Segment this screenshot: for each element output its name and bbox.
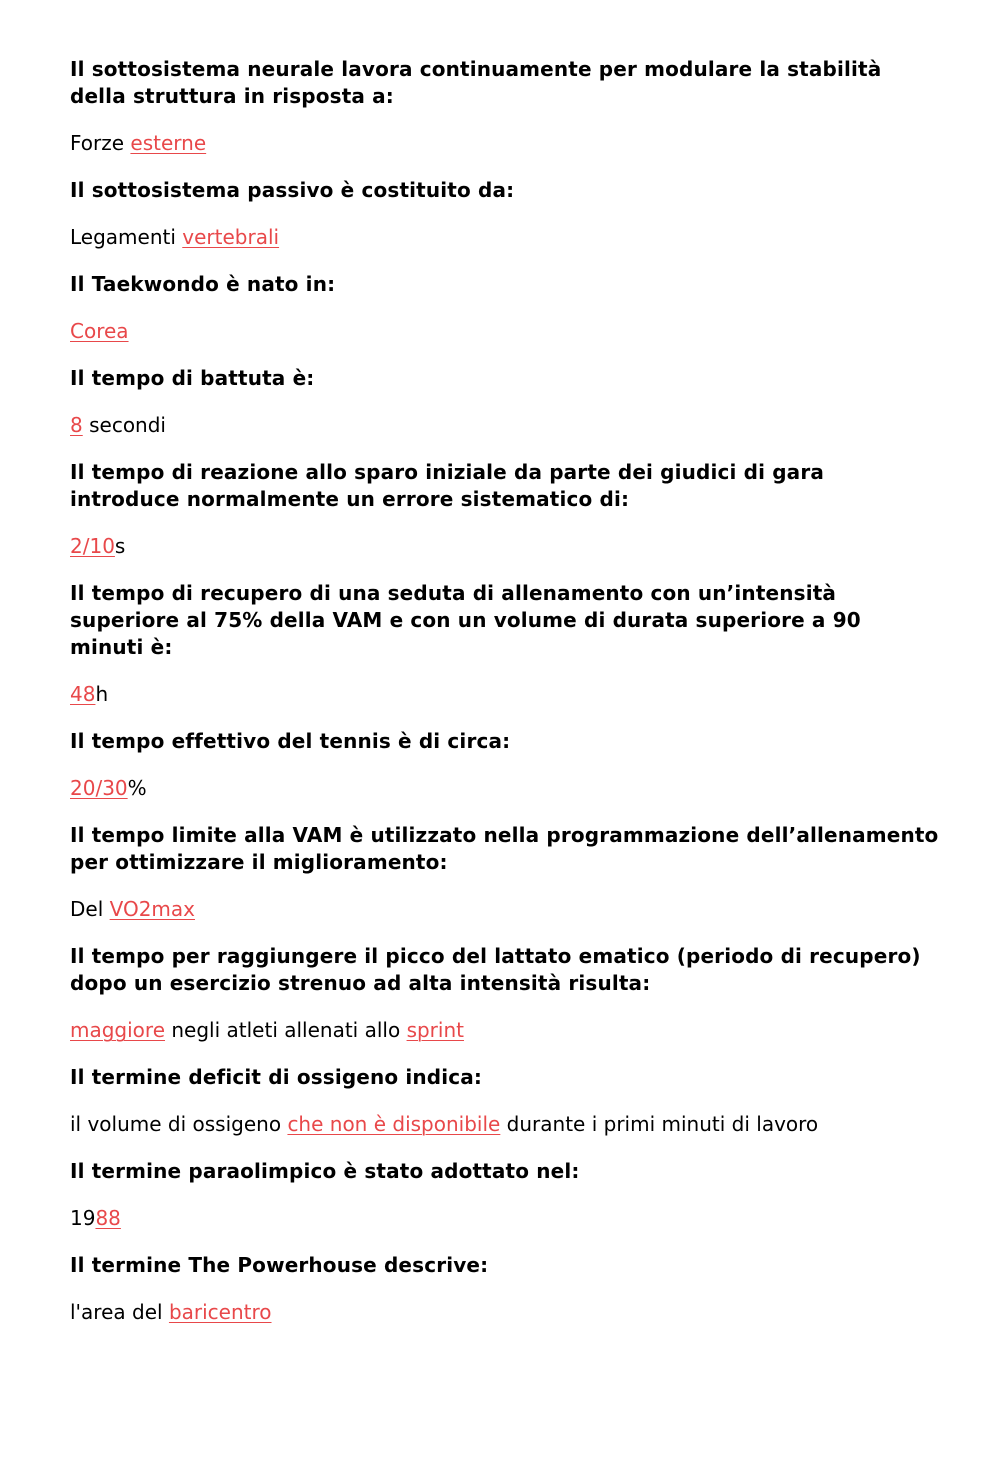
answer-segment: s (114, 534, 126, 558)
qa-block (70, 459, 940, 560)
question-text: Il tempo di reazione allo sparo iniziale da parte dei giudici di gara introduce normalmente un errore sistematico di: (70, 460, 824, 511)
question-text: Il termine paraolimpico è stato adottato nel: (70, 1159, 580, 1183)
answer-highlight: 88 (95, 1206, 121, 1230)
question-text: Il sottosistema passivo è costituito da: (70, 178, 515, 202)
answer-text (70, 130, 940, 157)
answer-segment: Legamenti (70, 225, 183, 249)
answer-text (70, 1205, 940, 1232)
question-text: Il tempo effettivo del tennis è di circa: (70, 729, 511, 753)
qa-block (70, 580, 940, 708)
qa-block (70, 271, 940, 345)
answer-text (70, 533, 940, 560)
qa-block (70, 56, 940, 157)
qa-block (70, 1252, 940, 1326)
question-text: Il termine The Powerhouse descrive: (70, 1253, 489, 1277)
answer-highlight: 20/30 (70, 776, 128, 800)
answer-highlight: maggiore (70, 1018, 166, 1042)
answer-segment: negli atleti allenati allo (165, 1018, 407, 1042)
answer-text (70, 412, 940, 439)
document-page (70, 56, 940, 1346)
answer-text (70, 224, 940, 251)
qa-block (70, 1158, 940, 1232)
qa-block (70, 365, 940, 439)
answer-highlight: 2/10 (70, 534, 115, 558)
answer-highlight: vertebrali (182, 225, 280, 249)
answer-text (70, 681, 940, 708)
question-text: Il tempo di battuta è: (70, 366, 315, 390)
answer-segment: durante i primi minuti di lavoro (500, 1112, 819, 1136)
answer-segment: % (127, 776, 147, 800)
answer-highlight: che non è disponibile (287, 1112, 501, 1136)
question-text: Il tempo di recupero di una seduta di allenamento con un’intensità superiore al 75% della VAM e con un volume di durata superiore a 90 minuti è: (70, 581, 861, 659)
qa-block (70, 943, 940, 1044)
qa-block (70, 822, 940, 923)
answer-segment: Forze (70, 131, 131, 155)
answer-text (70, 896, 940, 923)
answer-text (70, 1017, 940, 1044)
question-text: Il Taekwondo è nato in: (70, 272, 336, 296)
answer-highlight: Corea (70, 319, 129, 343)
answer-text (70, 1111, 940, 1138)
answer-segment: il volume di ossigeno (70, 1112, 288, 1136)
answer-highlight: sprint (406, 1018, 464, 1042)
answer-text (70, 775, 940, 802)
answer-segment: l'area del (70, 1300, 169, 1324)
answer-highlight: 48 (70, 682, 96, 706)
answer-text (70, 318, 940, 345)
answer-segment: secondi (82, 413, 166, 437)
qa-block (70, 1064, 940, 1138)
answer-segment: Del (70, 897, 110, 921)
question-text: Il tempo per raggiungere il picco del lattato ematico (periodo di recupero) dopo un esercizio strenuo ad alta intensità risulta: (70, 944, 921, 995)
answer-segment: h (95, 682, 109, 706)
answer-highlight: baricentro (168, 1300, 272, 1324)
question-text: Il tempo limite alla VAM è utilizzato nella programmazione dell’allenamento per ottimizzare il miglioramento: (70, 823, 939, 874)
answer-text (70, 1299, 940, 1326)
answer-highlight: 8 (70, 413, 83, 437)
answer-highlight: esterne (130, 131, 207, 155)
qa-block (70, 728, 940, 802)
qa-block (70, 177, 940, 251)
question-text: Il sottosistema neurale lavora continuamente per modulare la stabilità della struttura in risposta a: (70, 57, 882, 108)
answer-highlight: VO2max (109, 897, 195, 921)
question-text: Il termine deficit di ossigeno indica: (70, 1065, 483, 1089)
answer-segment: 19 (70, 1206, 96, 1230)
